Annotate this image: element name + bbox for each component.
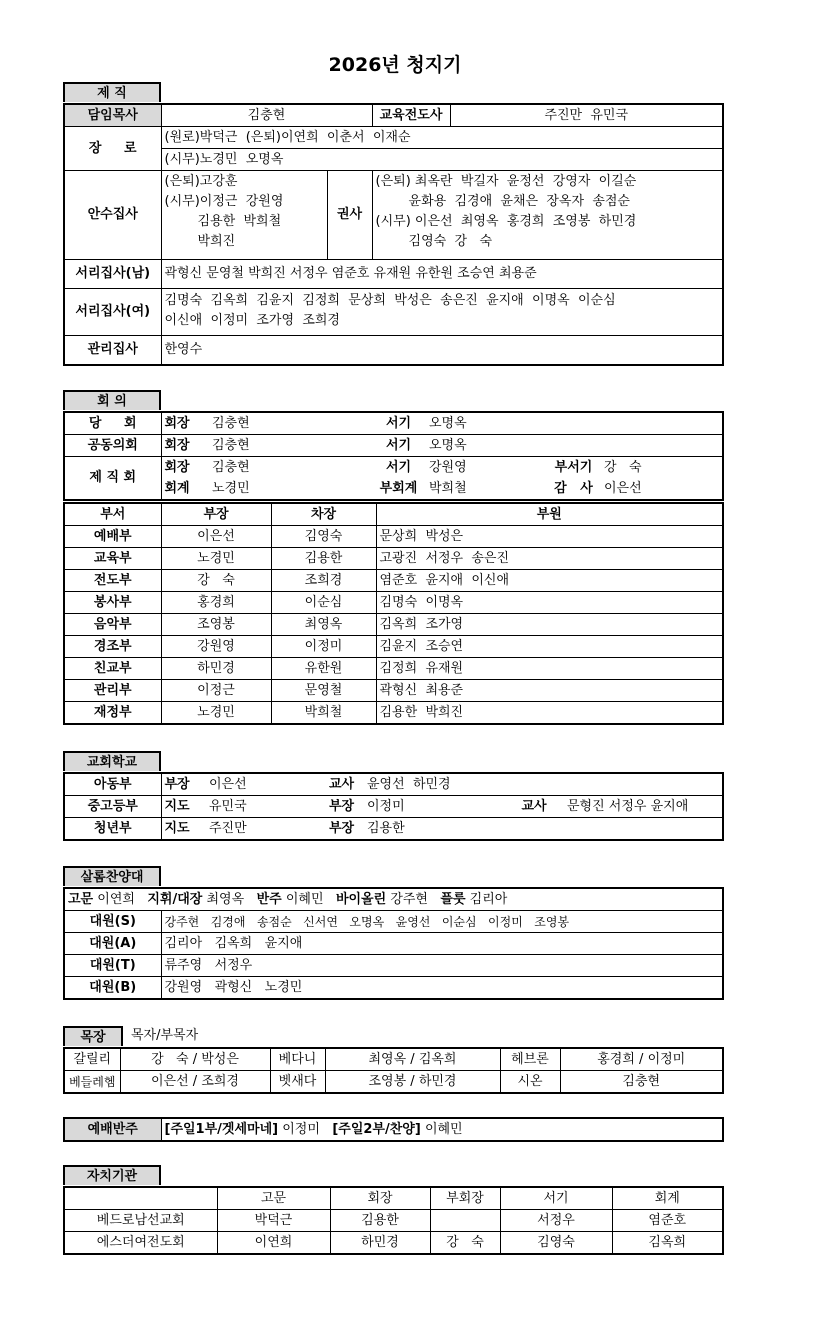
parish-name: 헤브론 xyxy=(500,1048,560,1071)
exhorter-line: 김영숙 강 숙 xyxy=(375,234,493,249)
dept-row xyxy=(64,592,723,614)
school-role-value xyxy=(564,773,723,796)
elder-label: 장 로 xyxy=(64,127,161,171)
elders-retired: (원로)박덕근 (은퇴)이연희 이춘서 이재순 xyxy=(161,127,723,149)
dept-name: 경조부 xyxy=(64,636,161,658)
exhorter-list xyxy=(372,171,723,260)
dept-row xyxy=(64,680,723,702)
exhorter-line: (시무) 이은선 최영옥 홍경희 조영봉 하민경 xyxy=(375,214,637,229)
service2-accompanist: 이혜민 xyxy=(424,1121,463,1137)
school-row xyxy=(64,818,723,841)
dang-clerk: 오명옥 xyxy=(426,412,723,435)
dept-head: 강 숙 xyxy=(161,570,271,592)
choir-part-members: 강주현 김경애 송점순 신서연 오명옥 윤영선 이순심 이정미 조영봉 xyxy=(161,911,723,933)
school-role-value: 유민국 xyxy=(206,796,326,818)
parish-leaders: 김충현 xyxy=(560,1071,723,1094)
parish-row xyxy=(64,1048,723,1071)
dang-chair-label: 회장 xyxy=(161,412,209,435)
dept-head: 노경민 xyxy=(161,548,271,570)
dept-row xyxy=(64,702,723,725)
dept-members: 김정희 유재원 xyxy=(376,658,723,680)
school-dept: 아동부 xyxy=(64,773,161,796)
dept-members: 김윤지 조승연 xyxy=(376,636,723,658)
deacon-line: 김용한 박희철 xyxy=(164,214,282,229)
dept-row xyxy=(64,614,723,636)
school-row xyxy=(64,796,723,818)
dept-vice: 조희경 xyxy=(271,570,376,592)
school-role-label: 지도 xyxy=(161,796,206,818)
section-label-school: 교회학교 xyxy=(63,751,161,771)
staff-meeting-label: 제 직 회 xyxy=(64,457,161,501)
parish-row xyxy=(64,1071,723,1094)
dept-name: 교육부 xyxy=(64,548,161,570)
parish-leaders: 홍경희 / 이정미 xyxy=(560,1048,723,1071)
dept-head: 조영봉 xyxy=(161,614,271,636)
parish-table xyxy=(63,1047,724,1094)
parish-name: 시온 xyxy=(500,1071,560,1094)
service2-label: [주일2부/찬양] xyxy=(332,1121,421,1137)
female-deacon-line: 김명숙 김옥희 김윤지 김정희 문상희 박성은 송은진 윤지애 이명옥 이순심 xyxy=(164,293,616,308)
parish-leaders: 조영봉 / 하민경 xyxy=(325,1071,500,1094)
school-dept: 중고등부 xyxy=(64,796,161,818)
dept-header: 부원 xyxy=(376,503,723,526)
choir-leaders xyxy=(64,888,723,911)
dept-header: 차장 xyxy=(271,503,376,526)
exhorter-label: 권사 xyxy=(327,171,372,260)
org-name: 베드로남선교회 xyxy=(64,1210,217,1232)
exhorter-line: (은퇴) 최옥란 박길자 윤정선 강영자 이길순 xyxy=(375,174,637,189)
choir-advisor-label: 고문 xyxy=(68,891,94,907)
pastor-label: 담임목사 xyxy=(64,104,161,127)
pastor-name: 김충현 xyxy=(161,104,372,127)
staff-auditor: 이은선 xyxy=(601,478,723,500)
autonomous-table xyxy=(63,1186,724,1255)
school-dept: 청년부 xyxy=(64,818,161,841)
dept-head: 이은선 xyxy=(161,526,271,548)
service1-label: [주일1부/겟세마네] xyxy=(164,1121,279,1137)
choir-part-name: 대원(A) xyxy=(64,933,161,955)
female-deacon-list xyxy=(161,289,723,336)
choir-conductor-label: 지휘/대장 xyxy=(147,891,203,907)
exhorter-line: 윤화용 김경애 윤채은 장옥자 송점순 xyxy=(375,194,630,209)
dept-members: 김명숙 이명옥 xyxy=(376,592,723,614)
staff-auditor-label: 감 사 xyxy=(546,478,601,500)
school-role-value xyxy=(564,818,723,841)
parish-note: 목자/부목자 xyxy=(131,1028,199,1043)
school-role-value: 이은선 xyxy=(206,773,326,796)
choir-flute-label: 플룻 xyxy=(440,891,466,907)
common-clerk: 오명옥 xyxy=(426,435,723,457)
dept-name: 예배부 xyxy=(64,526,161,548)
staff-subtreasurer-label: 부회계 xyxy=(371,478,426,500)
choir-part-members: 김리아 김옥희 윤지애 xyxy=(161,933,723,955)
dept-row xyxy=(64,526,723,548)
autonomous-header: 회장 xyxy=(330,1187,430,1210)
staff-chair: 김충현 xyxy=(212,459,250,475)
parish-name: 갈릴리 xyxy=(64,1048,120,1071)
page-title: 2026년 청지기 xyxy=(328,54,462,76)
school-role-value: 이정미 xyxy=(364,796,504,818)
dept-head: 홍경희 xyxy=(161,592,271,614)
section-label-autonomous: 자치기관 xyxy=(63,1165,161,1185)
dept-vice: 이순심 xyxy=(271,592,376,614)
dept-name: 전도부 xyxy=(64,570,161,592)
deacon-line: 박희진 xyxy=(164,234,236,249)
deacon-list xyxy=(161,171,327,260)
common-clerk-label: 서기 xyxy=(371,435,426,457)
school-role-value: 김용한 xyxy=(364,818,504,841)
staff-clerk-label: 서기 xyxy=(385,459,412,475)
org-advisor: 이연희 xyxy=(217,1232,330,1255)
parish-leaders: 최영옥 / 김옥희 xyxy=(325,1048,500,1071)
staff-table xyxy=(63,103,724,366)
school-role-value: 문형진 서정우 윤지애 xyxy=(564,796,723,818)
org-vice-president xyxy=(430,1210,500,1232)
autonomous-header: 부회장 xyxy=(430,1187,500,1210)
org-advisor: 박덕근 xyxy=(217,1210,330,1232)
choir-advisor: 이연희 xyxy=(97,891,135,907)
section-label-choir: 살롬찬양대 xyxy=(63,866,161,886)
dept-name: 재정부 xyxy=(64,702,161,725)
choir-part-row xyxy=(64,911,723,933)
choir-part-members: 류주영 서정우 xyxy=(161,955,723,977)
dept-members: 문상희 박성은 xyxy=(376,526,723,548)
choir-part-members: 강원영 곽형신 노경민 xyxy=(161,977,723,1000)
school-role-value: 주진만 xyxy=(206,818,326,841)
autonomous-row xyxy=(64,1210,723,1232)
male-deacon-label: 서리집사(남) xyxy=(64,260,161,289)
section-label-parish: 목장 xyxy=(63,1026,123,1046)
school-role-label: 교사 xyxy=(504,796,564,818)
dept-row xyxy=(64,636,723,658)
choir-part-name: 대원(S) xyxy=(64,911,161,933)
dept-vice: 김영숙 xyxy=(271,526,376,548)
dept-vice: 유한원 xyxy=(271,658,376,680)
evangelist-label: 교육전도사 xyxy=(372,104,450,127)
accompanist-table xyxy=(63,1117,724,1142)
accompanist-info xyxy=(161,1118,723,1141)
dept-head: 노경민 xyxy=(161,702,271,725)
choir-part-row xyxy=(64,977,723,1000)
deacon-line: (은퇴)고강훈 xyxy=(164,174,238,189)
section-label-meetings: 회 의 xyxy=(63,390,161,410)
dept-vice: 최영옥 xyxy=(271,614,376,636)
choir-flute: 김리아 xyxy=(469,891,508,907)
manager-label: 관리집사 xyxy=(64,336,161,366)
parish-name: 베다니 xyxy=(270,1048,325,1071)
staff-treasurer: 노경민 xyxy=(209,478,371,500)
dept-vice: 이정미 xyxy=(271,636,376,658)
departments-table xyxy=(63,502,724,725)
autonomous-header: 고문 xyxy=(217,1187,330,1210)
org-treasurer: 염준호 xyxy=(612,1210,723,1232)
dept-name: 봉사부 xyxy=(64,592,161,614)
dept-row xyxy=(64,658,723,680)
staff-chair-label: 회장 xyxy=(161,457,209,479)
school-row xyxy=(64,773,723,796)
staff-subclerk-label: 부서기 xyxy=(554,459,593,475)
dang-chair: 김충현 xyxy=(209,412,371,435)
manager-name: 한영수 xyxy=(161,336,723,366)
parish-name: 벳새다 xyxy=(270,1071,325,1094)
school-role-label: 부장 xyxy=(161,773,206,796)
org-president: 하민경 xyxy=(330,1232,430,1255)
school-role-label: 교사 xyxy=(326,773,364,796)
staff-clerk: 강원영 xyxy=(429,459,467,475)
dept-members: 김용한 박희진 xyxy=(376,702,723,725)
evangelist-names: 주진만 유민국 xyxy=(450,104,723,127)
dept-members: 고광진 서정우 송은진 xyxy=(376,548,723,570)
dept-row xyxy=(64,570,723,592)
choir-part-row xyxy=(64,933,723,955)
autonomous-row xyxy=(64,1232,723,1255)
dept-members: 곽형신 최용준 xyxy=(376,680,723,702)
school-role-label: 지도 xyxy=(161,818,206,841)
dept-row xyxy=(64,548,723,570)
staff-subtreasurer: 박희철 xyxy=(426,478,546,500)
female-deacon-label: 서리집사(여) xyxy=(64,289,161,336)
choir-part-name: 대원(B) xyxy=(64,977,161,1000)
dept-head: 강원영 xyxy=(161,636,271,658)
parish-name: 베들레헴 xyxy=(64,1071,120,1094)
deacon-line: (시무)이정근 강원영 xyxy=(164,194,284,209)
school-role-label: 부장 xyxy=(326,818,364,841)
dang-clerk-label: 서기 xyxy=(371,412,426,435)
dang-label: 당 회 xyxy=(64,412,161,435)
dept-head: 하민경 xyxy=(161,658,271,680)
org-clerk: 서정우 xyxy=(500,1210,612,1232)
male-deacon-names: 곽형신 문영철 박희진 서정우 염준호 유재원 유한원 조승연 최용준 xyxy=(161,260,723,289)
choir-part-row xyxy=(64,955,723,977)
accompanist-label: 예배반주 xyxy=(64,1118,161,1141)
parish-leaders: 이은선 / 조희경 xyxy=(120,1071,270,1094)
elders-active: (시무)노경민 오명옥 xyxy=(161,149,723,171)
autonomous-header: 서기 xyxy=(500,1187,612,1210)
choir-violin: 강주현 xyxy=(390,891,428,907)
autonomous-header xyxy=(64,1187,217,1210)
org-president: 김용한 xyxy=(330,1210,430,1232)
staff-subclerk: 강 숙 xyxy=(601,457,723,479)
choir-violin-label: 바이올린 xyxy=(335,891,387,907)
dept-members: 김옥희 조가영 xyxy=(376,614,723,636)
dept-vice: 김용한 xyxy=(271,548,376,570)
org-vice-president: 강 숙 xyxy=(430,1232,500,1255)
school-table xyxy=(63,772,724,841)
dept-name: 친교부 xyxy=(64,658,161,680)
org-clerk: 김영숙 xyxy=(500,1232,612,1255)
dept-head: 이정근 xyxy=(161,680,271,702)
common-chair: 김충현 xyxy=(209,435,371,457)
school-role-label xyxy=(504,818,564,841)
dept-members: 염준호 윤지애 이신애 xyxy=(376,570,723,592)
meetings-table xyxy=(63,411,724,501)
choir-part-name: 대원(T) xyxy=(64,955,161,977)
school-role-value: 윤영선 하민경 xyxy=(364,773,504,796)
common-chair-label: 회장 xyxy=(161,435,209,457)
choir-accomp: 이혜민 xyxy=(285,891,324,907)
dept-vice: 박희철 xyxy=(271,702,376,725)
section-label-staff: 제 직 xyxy=(63,82,161,102)
staff-treasurer-label: 회계 xyxy=(161,478,209,500)
autonomous-header: 회계 xyxy=(612,1187,723,1210)
choir-table xyxy=(63,887,724,1000)
org-treasurer: 김옥희 xyxy=(612,1232,723,1255)
dept-vice: 문영철 xyxy=(271,680,376,702)
school-role-label: 부장 xyxy=(326,796,364,818)
common-label: 공동의회 xyxy=(64,435,161,457)
dept-header: 부서 xyxy=(64,503,161,526)
school-role-label xyxy=(504,773,564,796)
dept-name: 음악부 xyxy=(64,614,161,636)
choir-conductor: 최영옥 xyxy=(206,891,245,907)
dept-header: 부장 xyxy=(161,503,271,526)
deacon-label: 안수집사 xyxy=(64,171,161,260)
org-name: 에스더여전도회 xyxy=(64,1232,217,1255)
parish-leaders: 강 숙 / 박성은 xyxy=(120,1048,270,1071)
dept-name: 관리부 xyxy=(64,680,161,702)
female-deacon-line: 이신애 이정미 조가영 조희경 xyxy=(164,313,340,328)
choir-accomp-label: 반주 xyxy=(256,891,282,907)
service1-accompanist: 이정미 xyxy=(282,1121,320,1137)
